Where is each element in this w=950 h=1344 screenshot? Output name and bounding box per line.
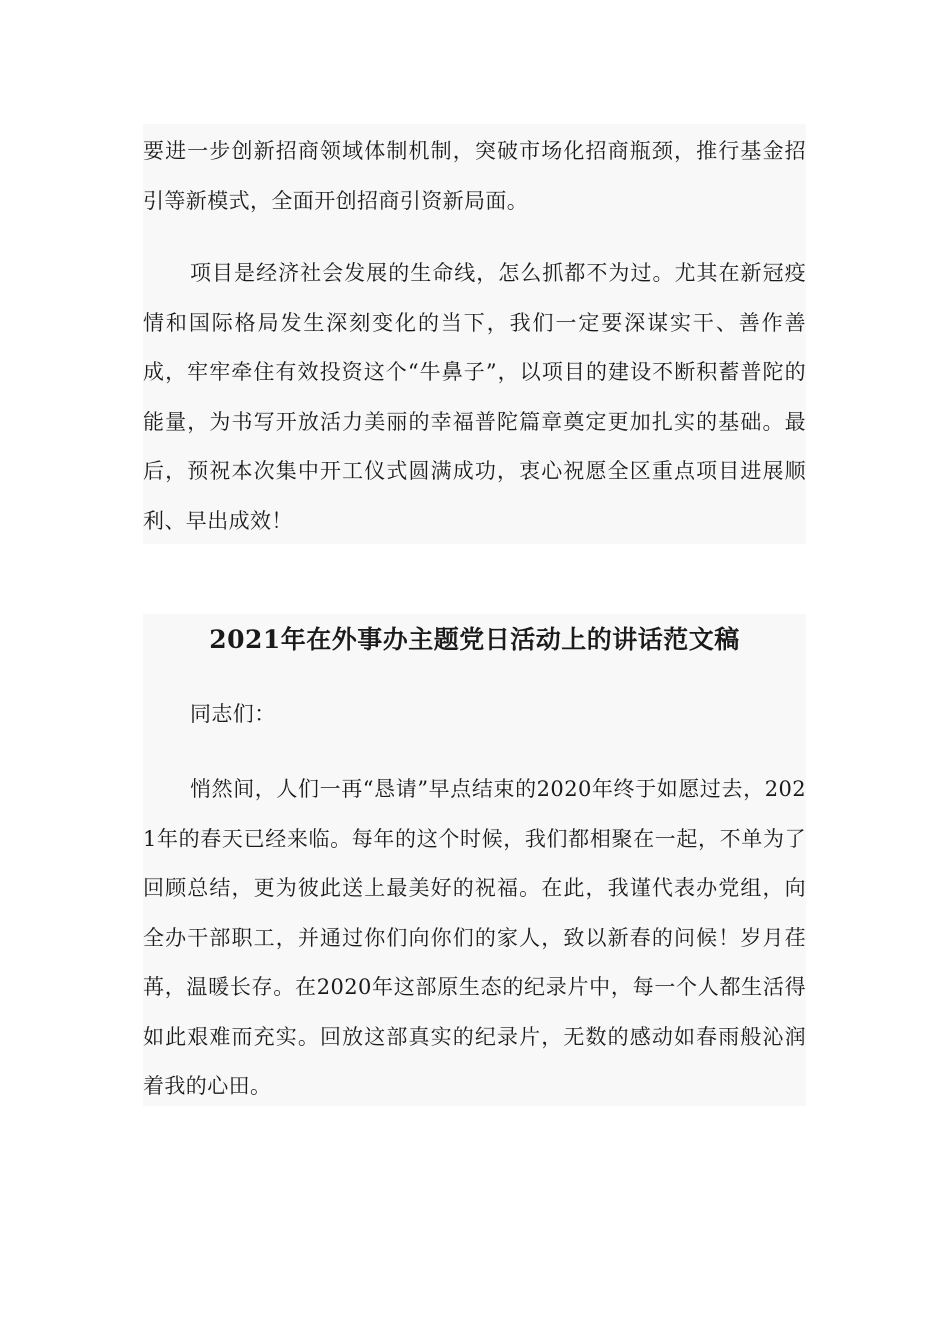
body-paragraph: 要进一步创新招商领域体制机制，突破市场化招商瓶颈，推行基金招引等新模式，全面开创招商引资新局面。: [143, 139, 806, 213]
body-paragraph: 项目是经济社会发展的生命线，怎么抓都不为过。尤其在新冠疫情和国际格局发生深刻变化的当下，我们一定要深谋实干、善作善成，牢牢牵住有效投资这个“牛鼻子”，以项目的建设不断积蓄普陀的能量，为书写开放活力美丽的幸福普陀篇章奠定更加扎实的基础。最后，预祝本次集中开工仪式圆满成功，衷心祝愿全区重点项目进展顺利、早出成效！: [143, 261, 806, 533]
speech-article-block: [143, 614, 806, 1106]
body-paragraph: 悄然间，人们一再“恳请”早点结束的2020年终于如愿过去，2021年的春天已经来临。每年的这个时候，我们都相聚在一起，不单为了回顾总结，更为彼此送上最美好的祝福。在此，我谨代表办党组，向全办干部职工，并通过你们向你们的家人，致以新春的问候！岁月荏苒，温暖长存。在2020年这部原生态的纪录片中，每一个人都生活得如此艰难而充实。回放这部真实的纪录片，无数的感动如春雨般沁润着我的心田。: [143, 777, 806, 1098]
article-title: 2021年在外事办主题党日活动上的讲话范文稿: [209, 625, 740, 654]
speech-excerpt-block: [143, 124, 806, 544]
greeting-line: 同志们：: [190, 702, 276, 726]
